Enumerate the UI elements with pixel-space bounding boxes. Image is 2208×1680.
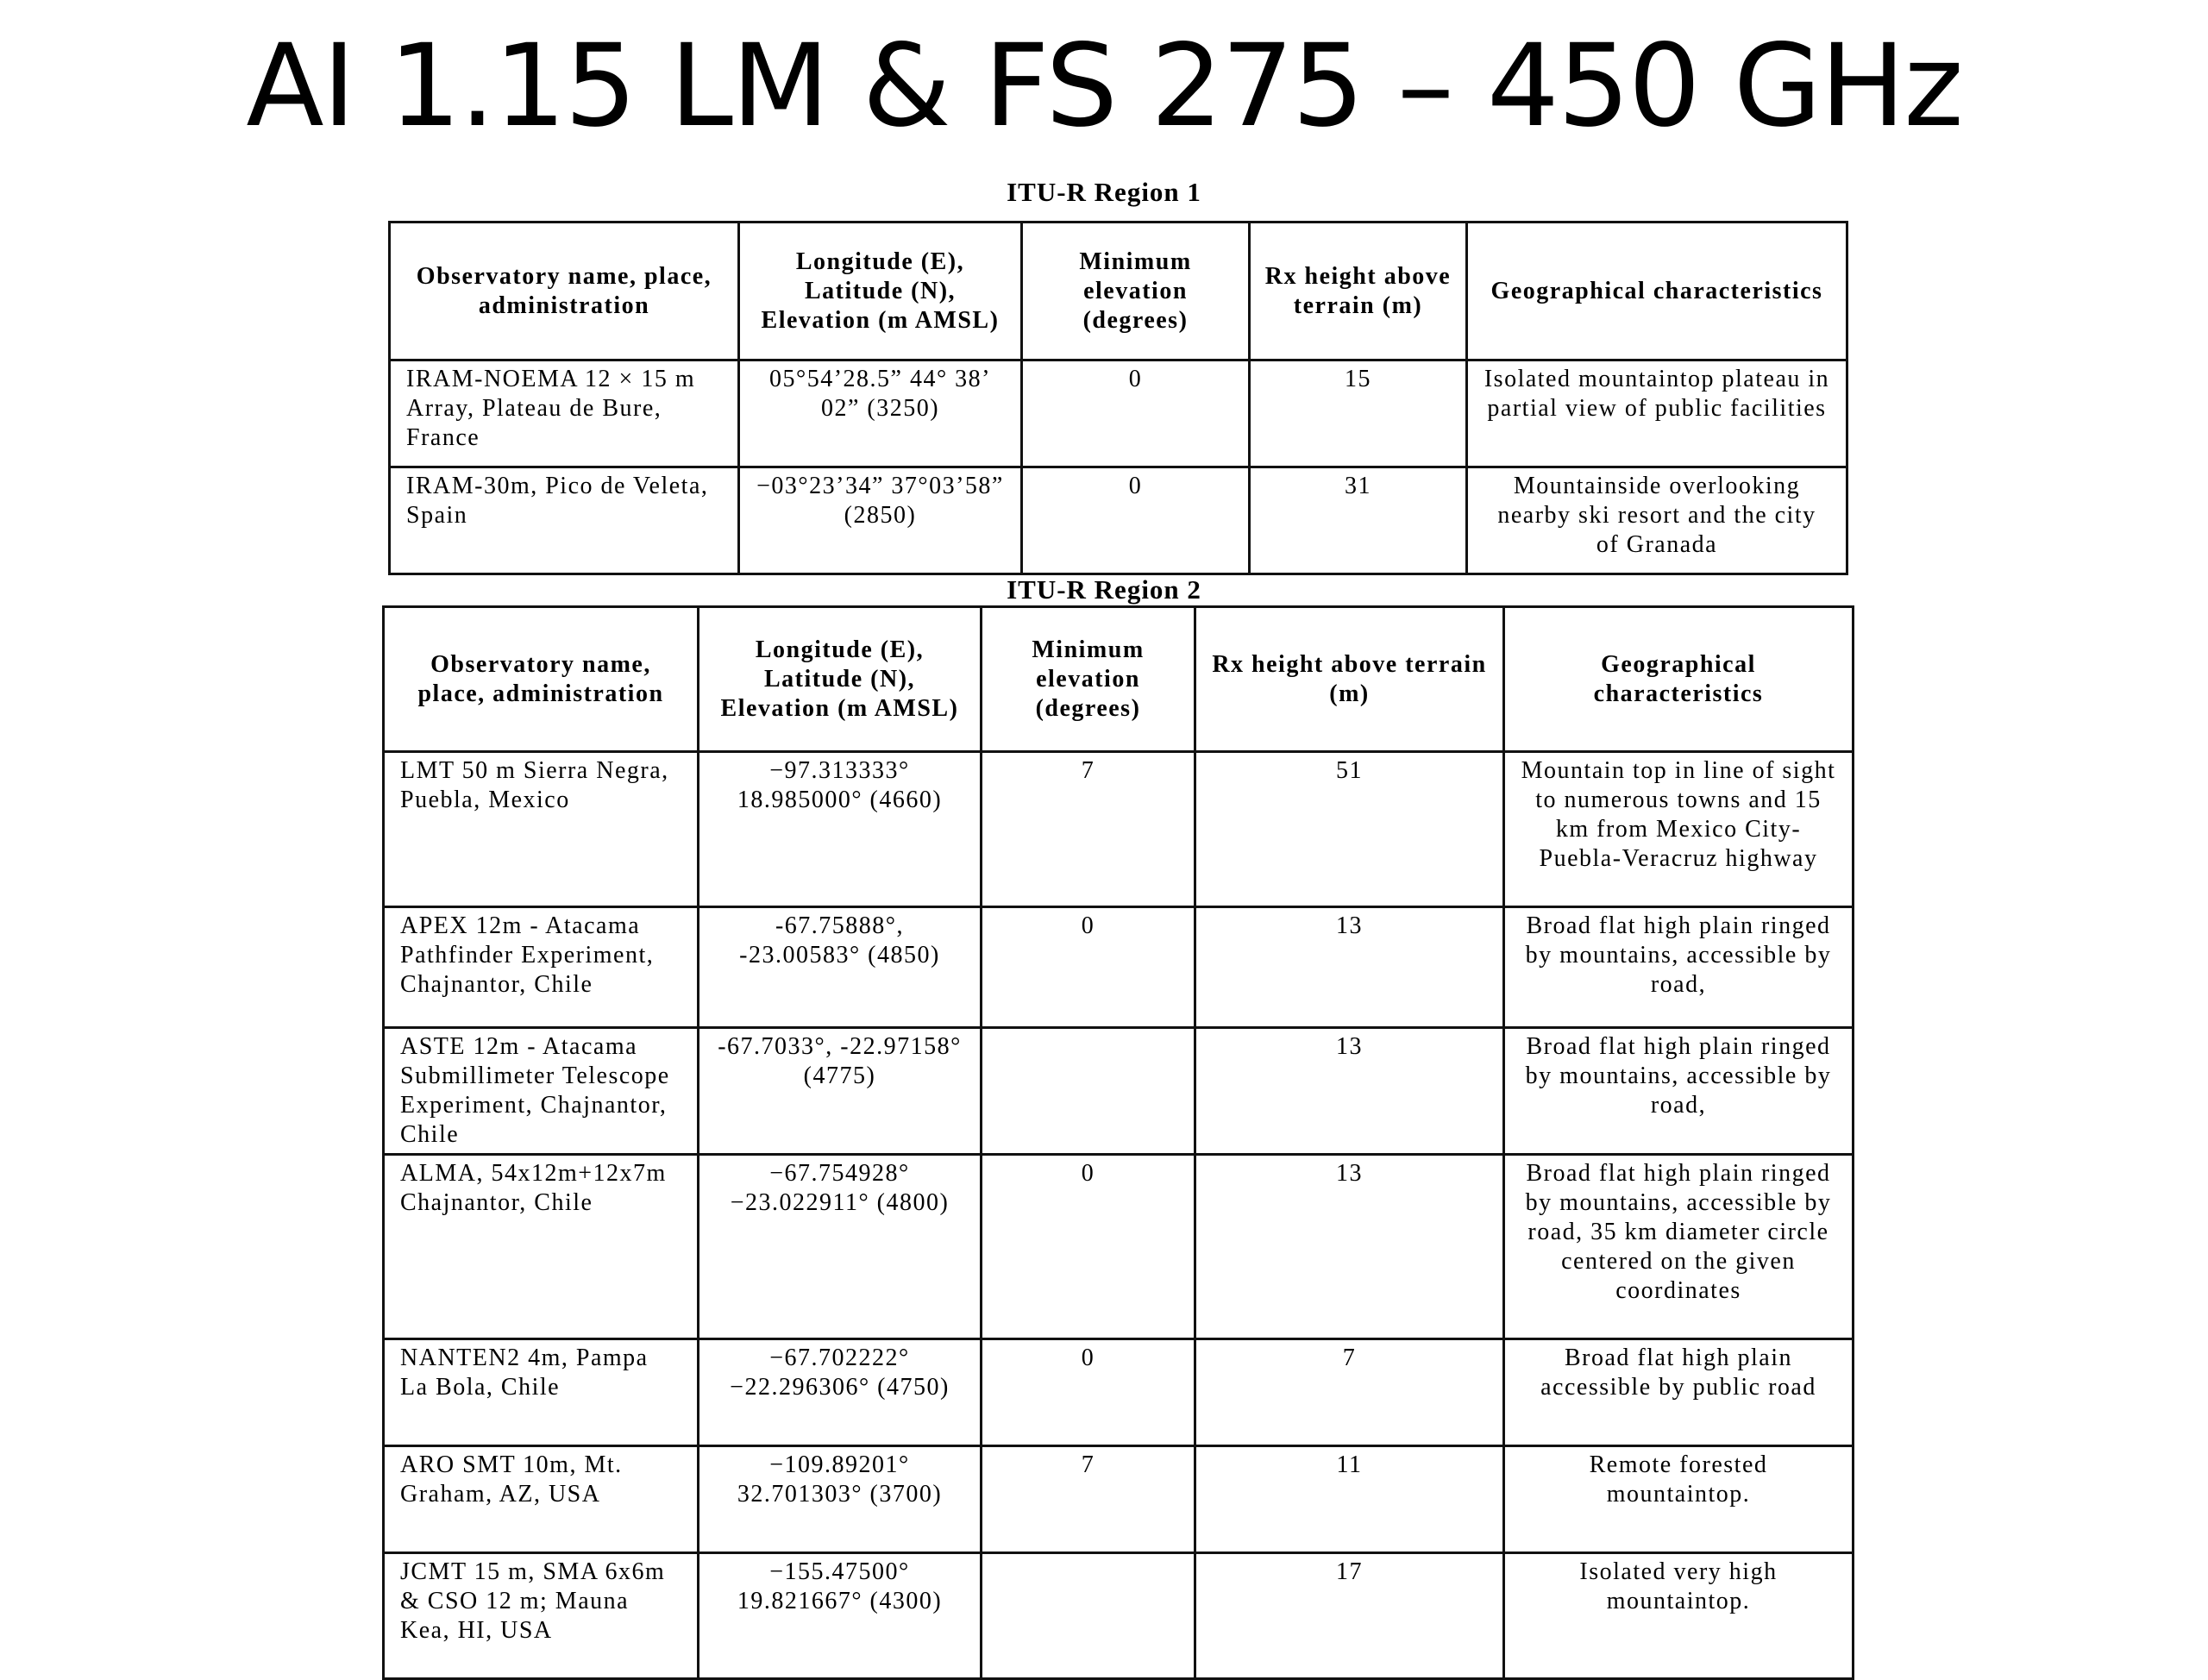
rx-height: 17 xyxy=(1195,1553,1504,1679)
table-row xyxy=(390,467,1847,574)
table-row xyxy=(384,1339,1854,1446)
observatory-name: NANTEN2 4m, Pampa La Bola, Chile xyxy=(384,1339,699,1446)
coordinates: -67.7033°, -22.97158° (4775) xyxy=(699,1028,982,1155)
rx-height: 31 xyxy=(1250,467,1467,574)
observatory-name: APEX 12m - Atacama Pathfinder Experiment, Chajnantor, Chile xyxy=(384,907,699,1028)
rx-height: 13 xyxy=(1195,907,1504,1028)
min-elevation: 0 xyxy=(1022,467,1250,574)
observatory-name: ASTE 12m - Atacama Submillimeter Telescope Experiment, Chajnantor, Chile xyxy=(384,1028,699,1155)
region1-caption: ITU-R Region 1 xyxy=(1007,177,1201,207)
min-elevation: 0 xyxy=(1022,360,1250,467)
table-row xyxy=(384,1028,1854,1155)
table-row xyxy=(390,360,1847,467)
header-min-elevation: Minimum elevation (degrees) xyxy=(982,607,1195,752)
min-elevation xyxy=(982,1028,1195,1155)
header-observatory: Observatory name, place, administration xyxy=(384,607,699,752)
coordinates: −67.702222° −22.296306° (4750) xyxy=(699,1339,982,1446)
geo-characteristics: Mountainside overlooking nearby ski resort and the city of Granada xyxy=(1467,467,1847,574)
table-row xyxy=(384,1446,1854,1553)
observatory-name: ARO SMT 10m, Mt. Graham, AZ, USA xyxy=(384,1446,699,1553)
rx-height: 11 xyxy=(1195,1446,1504,1553)
table-row xyxy=(384,1155,1854,1339)
coordinates: 05°54’28.5” 44° 38’ 02” (3250) xyxy=(739,360,1022,467)
observatory-name: LMT 50 m Sierra Negra, Puebla, Mexico xyxy=(384,752,699,907)
min-elevation: 0 xyxy=(982,907,1195,1028)
rx-height: 51 xyxy=(1195,752,1504,907)
coordinates: −97.313333° 18.985000° (4660) xyxy=(699,752,982,907)
rx-height: 13 xyxy=(1195,1028,1504,1155)
header-rx-height: Rx height above terrain (m) xyxy=(1250,223,1467,360)
observatory-name: JCMT 15 m, SMA 6x6m & CSO 12 m; Mauna Kea, HI, USA xyxy=(384,1553,699,1679)
rx-height: 7 xyxy=(1195,1339,1504,1446)
coordinates: −155.47500° 19.821667° (4300) xyxy=(699,1553,982,1679)
observatory-name: ALMA, 54x12m+12x7m Chajnantor, Chile xyxy=(384,1155,699,1339)
coordinates: -67.75888°, -23.00583° (4850) xyxy=(699,907,982,1028)
min-elevation: 7 xyxy=(982,1446,1195,1553)
slide-title: AI 1.15 LM & FS 275 – 450 GHz xyxy=(246,20,1962,153)
geo-characteristics: Isolated very high mountaintop. xyxy=(1504,1553,1854,1679)
header-geo: Geographical characteristics xyxy=(1467,223,1847,360)
header-coordinates: Longitude (E), Latitude (N), Elevation (m AMSL) xyxy=(739,223,1022,360)
coordinates: −109.89201° 32.701303° (3700) xyxy=(699,1446,982,1553)
geo-characteristics: Broad flat high plain ringed by mountains, accessible by road, 35 km diameter circle centered on the given coordinates xyxy=(1504,1155,1854,1339)
table-header-row xyxy=(390,223,1847,360)
geo-characteristics: Broad flat high plain ringed by mountains, accessible by road, xyxy=(1504,1028,1854,1155)
observatory-name: IRAM-NOEMA 12 × 15 m Array, Plateau de Bure, France xyxy=(390,360,739,467)
region1-table xyxy=(388,221,1848,575)
geo-characteristics: Broad flat high plain accessible by public road xyxy=(1504,1339,1854,1446)
header-geo: Geographical characteristics xyxy=(1504,607,1854,752)
header-min-elevation: Minimum elevation (degrees) xyxy=(1022,223,1250,360)
min-elevation: 7 xyxy=(982,752,1195,907)
header-rx-height: Rx height above terrain (m) xyxy=(1195,607,1504,752)
min-elevation: 0 xyxy=(982,1339,1195,1446)
geo-characteristics: Remote forested mountaintop. xyxy=(1504,1446,1854,1553)
geo-characteristics: Mountain top in line of sight to numerous towns and 15 km from Mexico City-Puebla-Veracruz highway xyxy=(1504,752,1854,907)
table-header-row xyxy=(384,607,1854,752)
geo-characteristics: Isolated mountaintop plateau in partial view of public facilities xyxy=(1467,360,1847,467)
coordinates: −67.754928° −23.022911° (4800) xyxy=(699,1155,982,1339)
header-coordinates: Longitude (E), Latitude (N), Elevation (m AMSL) xyxy=(699,607,982,752)
observatory-name: IRAM-30m, Pico de Veleta, Spain xyxy=(390,467,739,574)
rx-height: 13 xyxy=(1195,1155,1504,1339)
header-observatory: Observatory name, place, administration xyxy=(390,223,739,360)
coordinates: −03°23’34” 37°03’58” (2850) xyxy=(739,467,1022,574)
min-elevation xyxy=(982,1553,1195,1679)
table-row xyxy=(384,752,1854,907)
region2-caption: ITU-R Region 2 xyxy=(1007,574,1201,605)
geo-characteristics: Broad flat high plain ringed by mountains, accessible by road, xyxy=(1504,907,1854,1028)
min-elevation: 0 xyxy=(982,1155,1195,1339)
rx-height: 15 xyxy=(1250,360,1467,467)
region2-table xyxy=(382,605,1854,1680)
table-row xyxy=(384,1553,1854,1679)
table-row xyxy=(384,907,1854,1028)
